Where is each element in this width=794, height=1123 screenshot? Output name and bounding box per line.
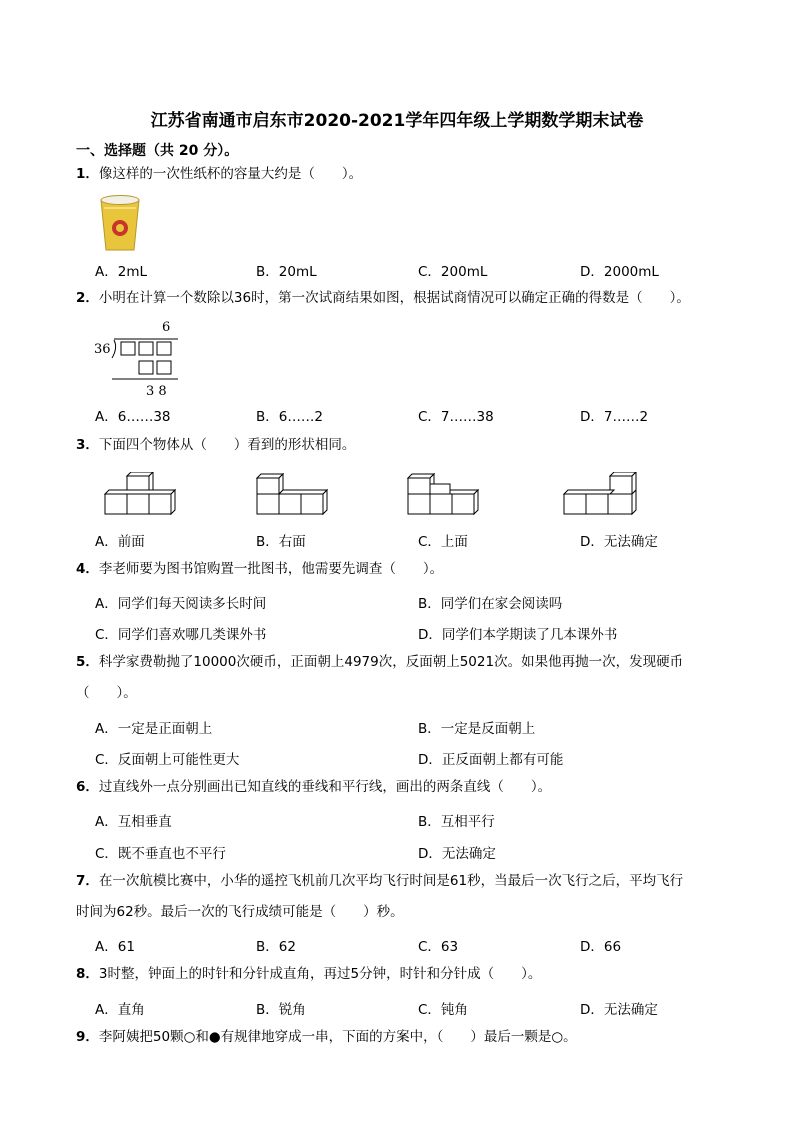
q4-option-d[interactable]: D．同学们本学期读了几本课外书	[418, 627, 618, 643]
question-5: 5．科学家费勒抛了10000次硬币，正面朝上4979次，反面朝上5021次。如果他再抛一次，发现硬币	[76, 654, 684, 670]
q3-option-a[interactable]: A．前面	[95, 534, 145, 550]
q3-option-b[interactable]: B．右面	[256, 534, 306, 550]
q5-option-d[interactable]: D．正反面朝上都有可能	[418, 752, 564, 768]
question-1: 1．像这样的一次性纸杯的容量大约是（ ）。	[76, 166, 363, 182]
q2-option-c[interactable]: C．7……38	[418, 409, 494, 425]
division-quotient: 6	[162, 320, 171, 335]
q8-option-b[interactable]: B．锐角	[256, 1002, 306, 1018]
q7-option-c[interactable]: C．63	[418, 939, 459, 955]
q7-option-a[interactable]: A．61	[95, 939, 135, 955]
question-7: 7．在一次航模比赛中，小华的遥控飞机前几次平均飞行时间是61秒，当最后一次飞行之后，平均飞行	[76, 873, 684, 889]
q1-option-d[interactable]: D．2000mL	[580, 264, 659, 280]
cube-figure-a	[103, 472, 177, 516]
cube-figure-b	[255, 472, 329, 516]
question-3: 3．下面四个物体从（ ）看到的形状相同。	[76, 437, 356, 453]
paper-cup-image	[98, 194, 142, 252]
question-2: 2．小明在计算一个数除以36时，第一次试商结果如图，根据试商情况可以确定正确的得数是（ ）。	[76, 290, 690, 306]
question-9: 9．李阿姨把50颗○和●有规律地穿成一串，下面的方案中，（ ）最后一颗是○。	[76, 1029, 577, 1045]
q2-option-a[interactable]: A．6……38	[95, 409, 171, 425]
q8-option-d[interactable]: D．无法确定	[580, 1002, 658, 1018]
cube-figure-d	[562, 472, 640, 516]
cube-figure-c	[406, 472, 480, 516]
q4-option-c[interactable]: C．同学们喜欢哪几类课外书	[95, 627, 267, 643]
q2-option-d[interactable]: D．7……2	[580, 409, 649, 425]
question-8: 8．3时整，钟面上的时针和分针成直角，再过5分钟，时针和分针成（ ）。	[76, 966, 542, 982]
q6-option-d[interactable]: D．无法确定	[418, 846, 496, 862]
question-6: 6．过直线外一点分别画出已知直线的垂线和平行线，画出的两条直线（ ）。	[76, 779, 552, 795]
division-diagram	[94, 318, 194, 400]
q1-option-c[interactable]: C．200mL	[418, 264, 488, 280]
question-7-continued: 时间为62秒。最后一次的飞行成绩可能是（ ）秒。	[76, 904, 404, 920]
q5-option-b[interactable]: B．一定是反面朝上	[418, 721, 536, 737]
q5-option-c[interactable]: C．反面朝上可能性更大	[95, 752, 240, 768]
q8-option-c[interactable]: C．钝角	[418, 1002, 468, 1018]
question-4: 4．李老师要为图书馆购置一批图书，他需要先调查（ ）。	[76, 561, 444, 577]
q5-option-a[interactable]: A．一定是正面朝上	[95, 721, 213, 737]
q4-option-b[interactable]: B．同学们在家会阅读吗	[418, 596, 563, 612]
q1-option-a[interactable]: A．2mL	[95, 264, 147, 280]
q7-option-d[interactable]: D．66	[580, 939, 622, 955]
section-heading: 一、选择题（共 20 分）。	[76, 143, 239, 159]
q8-option-a[interactable]: A．直角	[95, 1002, 145, 1018]
q2-option-b[interactable]: B．6……2	[256, 409, 323, 425]
division-remainder: 3 8	[146, 384, 167, 399]
q6-option-b[interactable]: B．互相平行	[418, 814, 495, 830]
q3-option-c[interactable]: C．上面	[418, 534, 468, 550]
page-title: 江苏省南通市启东市2020-2021学年四年级上学期数学期末试卷	[150, 111, 644, 131]
q3-option-d[interactable]: D．无法确定	[580, 534, 658, 550]
q6-option-a[interactable]: A．互相垂直	[95, 814, 172, 830]
question-5-continued: （ ）。	[76, 685, 137, 701]
q7-option-b[interactable]: B．62	[256, 939, 296, 955]
q1-option-b[interactable]: B．20mL	[256, 264, 317, 280]
q6-option-c[interactable]: C．既不垂直也不平行	[95, 846, 226, 862]
q4-option-a[interactable]: A．同学们每天阅读多长时间	[95, 596, 267, 612]
division-divisor: 36	[94, 342, 111, 357]
